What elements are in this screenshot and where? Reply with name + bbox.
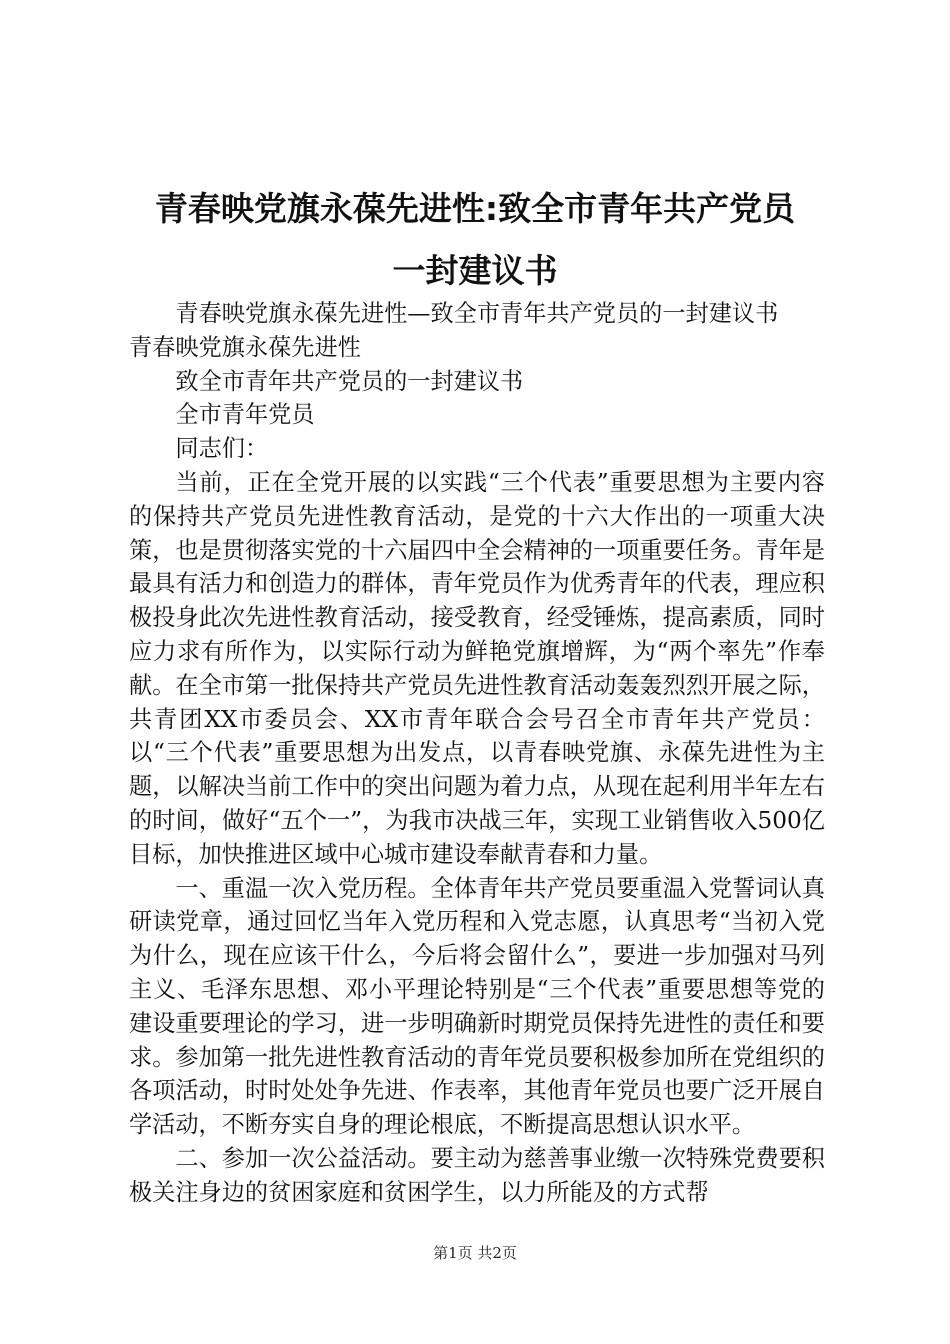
document-body bbox=[129, 297, 825, 1210]
paragraph: 全市青年党员 bbox=[175, 401, 315, 429]
document-title-line-1: 青春映党旗永葆先进性:致全市青年共产党员 bbox=[154, 189, 796, 228]
paragraph: 二、参加一次公益活动。要主动为慈善事业缴一次特殊党费要积极关注身边的贫困家庭和贫困学生，以力所能及的方式帮 bbox=[129, 1144, 825, 1206]
paragraph: 一、重温一次入党历程。全体青年共产党员要重温入党誓词认真研读党章，通过回忆当年入党历程和入党志愿，认真思考“当初入党为什么，现在应该干什么，今后将会留什么”，要进一步加强对马列主义、毛泽东思想、邓小平理论特别是“三个代表”重要思想等党的建设重要理论的学习，进一步明确新时期党员保持先进性的责任和要求。参加第一批先进性教育活动的青年党员要积极参加所在党组织的各项活动，时时处处争先进、作表率，其他青年党员也要广泛开展自学活动，不断夯实自身的理论根底，不断提高思想认识水平。 bbox=[129, 874, 825, 1139]
paragraph: 当前，正在全党开展的以实践“三个代表”重要思想为主要内容的保持共产党员先进性教育活动，是党的十六大作出的一项重大决策，也是贯彻落实党的十六届四中全会精神的一项重要任务。青年是最具有活力和创造力的群体，青年党员作为优秀青年的代表，理应积极投身此次先进性教育活动，接受教育，经受锤炼，提高素质，同时应力求有所作为，以实际行动为鲜艳党旗增辉，为“两个率先”作奉献。在全市第一批保持共产党员先进性教育活动轰轰烈烈开展之际，共青团XX市委员会、XX市青年联合会号召全市青年共产党员：以“三个代表”重要思想为出发点，以青春映党旗、永葆先进性为主题，以解决当前工作中的突出问题为着力点，从现在起利用半年左右的时间，做好“五个一”，为我市决战三年，实现工业销售收入500亿目标，加快推进区域中心城市建设奉献青春和力量。 bbox=[129, 468, 825, 868]
paragraph: 致全市青年共产党员的一封建议书 bbox=[175, 367, 524, 395]
paragraph: 青春映党旗永葆先进性—致全市青年共产党员的一封建议书 bbox=[175, 300, 779, 327]
document-title-line-2: 一封建议书 bbox=[392, 251, 558, 290]
page-number-footer: 第1页 共2页 bbox=[433, 1244, 517, 1262]
paragraph: 同志们： bbox=[175, 435, 269, 463]
paragraph: 青春映党旗永葆先进性 bbox=[129, 333, 361, 361]
